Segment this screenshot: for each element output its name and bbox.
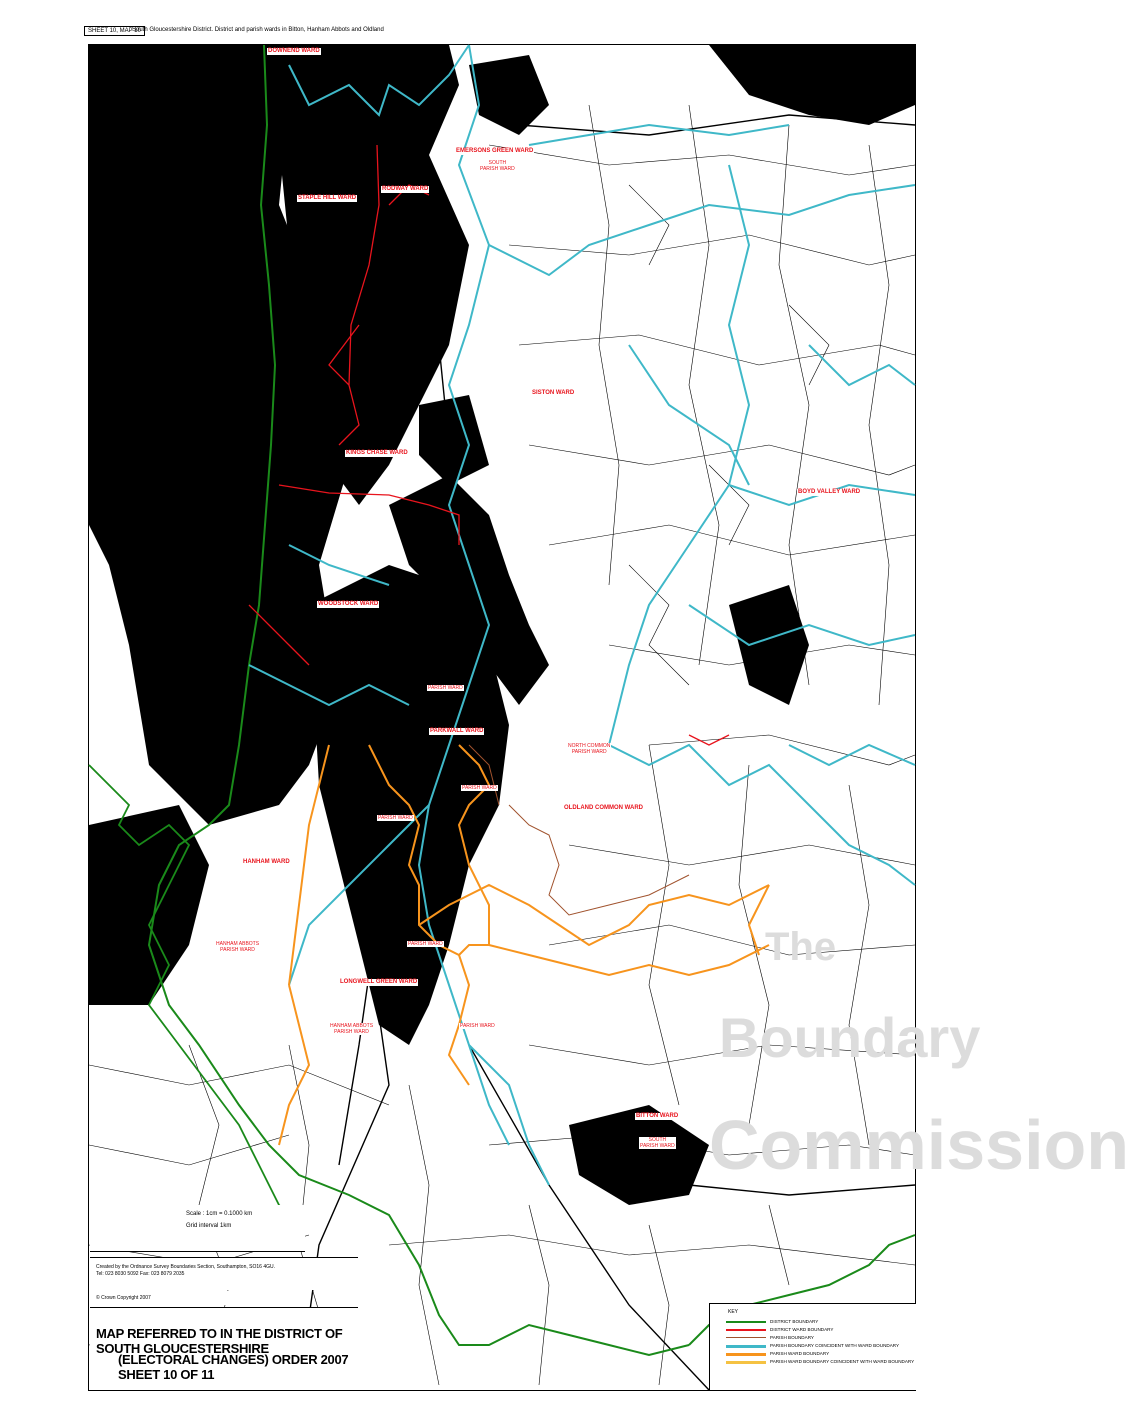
ward-label-parkwall: PARKWALL WARD	[430, 728, 484, 734]
parish-ward-label: SOUTH PARISH WARD	[480, 160, 515, 172]
map-title-box	[90, 1307, 358, 1390]
parish-ward-label: PARISH WARD	[428, 685, 463, 691]
credit-line-1: Created by the Ordnance Survey Boundaries Section, Southampton, SO16 4GU.	[96, 1264, 275, 1270]
ward-label-woodstock: WOODSTOCK WARD	[318, 601, 379, 607]
ward-label-bitton: BITTON WARD	[636, 1113, 679, 1119]
key-swatch	[726, 1361, 766, 1364]
key-label: DISTRICT BOUNDARY	[770, 1319, 819, 1324]
ward-label-boyd-valley: BOYD VALLEY WARD	[798, 489, 861, 495]
parish-ward-label: NORTH COMMON PARISH WARD	[568, 743, 611, 755]
watermark-boundary: Boundary	[719, 1006, 981, 1069]
sheet-tag: SHEET 10, MAP 10	[84, 26, 145, 36]
map-title-line-1: MAP REFERRED TO IN THE DISTRICT OF SOUTH GLOUCESTERSHIRE	[96, 1326, 343, 1356]
road-bitton	[689, 1185, 915, 1195]
ward-label-oldland-common: OLDLAND COMMON WARD	[564, 805, 643, 811]
key-swatch	[726, 1329, 766, 1331]
key-label: PARISH WARD BOUNDARY COINCIDENT WITH WARD BOUNDARY	[770, 1359, 915, 1364]
urban-area-staple-hill-east	[419, 395, 489, 485]
map-key	[709, 1303, 916, 1390]
ward-label-siston: SISTON WARD	[532, 390, 575, 396]
scale-text: Scale : 1cm = 0.1000 km	[186, 1211, 253, 1217]
parish-ward-label: HANHAM ABBOTS PARISH WARD	[216, 941, 260, 953]
parish-ward-label: PARISH WARD	[408, 941, 443, 947]
ward-label-hanham: HANHAM WARD	[243, 859, 290, 865]
key-row-ward-boundary	[726, 1326, 916, 1333]
ward-label-staple-hill: STAPLE HILL WARD	[298, 195, 357, 201]
ward-label-longwell-green: LONGWELL GREEN WARD	[340, 979, 418, 985]
ward-label-emersons-green: EMERSONS GREEN WARD	[456, 148, 534, 154]
key-label: PARISH BOUNDARY	[770, 1335, 814, 1340]
key-swatch	[726, 1321, 766, 1323]
parish-ward-label: PARISH WARD	[378, 815, 413, 821]
key-label: PARISH WARD BOUNDARY	[770, 1351, 830, 1356]
ward-label-rodway: RODWAY WARD	[382, 186, 429, 192]
map-title-line-2: (ELECTORAL CHANGES) ORDER 2007 SHEET 10 OF 11	[118, 1352, 349, 1382]
credit-box	[90, 1257, 358, 1290]
key-swatch	[726, 1353, 766, 1356]
ward-label-downend: DOWNEND WARD	[268, 48, 320, 54]
key-row-parish-ward-boundary-coincident	[726, 1358, 916, 1365]
grid-interval-text: Grid interval 1km	[186, 1223, 232, 1229]
key-row-parish-ward-boundary	[726, 1350, 916, 1357]
key-swatch	[726, 1337, 766, 1338]
parish-ward-label: HANHAM ABBOTS PARISH WARD	[330, 1023, 374, 1035]
urban-area-southwest	[89, 805, 209, 1005]
scale-box	[90, 1205, 305, 1252]
watermark-the: The	[765, 925, 837, 969]
urban-area-northeast	[709, 45, 915, 125]
copyright-text: © Crown Copyright 2007	[90, 1291, 276, 1305]
watermark-commission: Commission	[709, 1106, 1129, 1184]
key-row-parish-boundary	[726, 1334, 916, 1341]
credit-line-2: Tel: 023 8030 5092 Fax: 023 8079 2035	[96, 1271, 185, 1277]
key-swatch	[726, 1345, 766, 1348]
key-label: DISTRICT WARD BOUNDARY	[770, 1327, 834, 1332]
urban-area-bitton	[569, 1105, 709, 1205]
ward-label-kings-chase: KINGS CHASE WARD	[346, 450, 408, 456]
map-canvas[interactable]	[89, 45, 915, 1390]
map-frame[interactable]	[88, 44, 1129, 1391]
key-row-district-boundary	[726, 1318, 916, 1325]
parish-ward-label: PARISH WARD	[462, 785, 497, 791]
urban-area-north-cluster	[469, 55, 549, 135]
road-railway	[469, 1045, 709, 1390]
parish-ward-label: SOUTH PARISH WARD	[640, 1137, 675, 1149]
header-title: South Gloucestershire District. District and parish wards in Bitton, Hanham Abbots and Oldland	[132, 27, 384, 33]
parish-ward-label: PARISH WARD	[460, 1023, 495, 1029]
key-title: KEY	[728, 1309, 739, 1315]
key-label: PARISH BOUNDARY COINCIDENT WITH WARD BOUNDARY	[770, 1343, 900, 1348]
key-row-parish-boundary-coincident	[726, 1342, 916, 1349]
